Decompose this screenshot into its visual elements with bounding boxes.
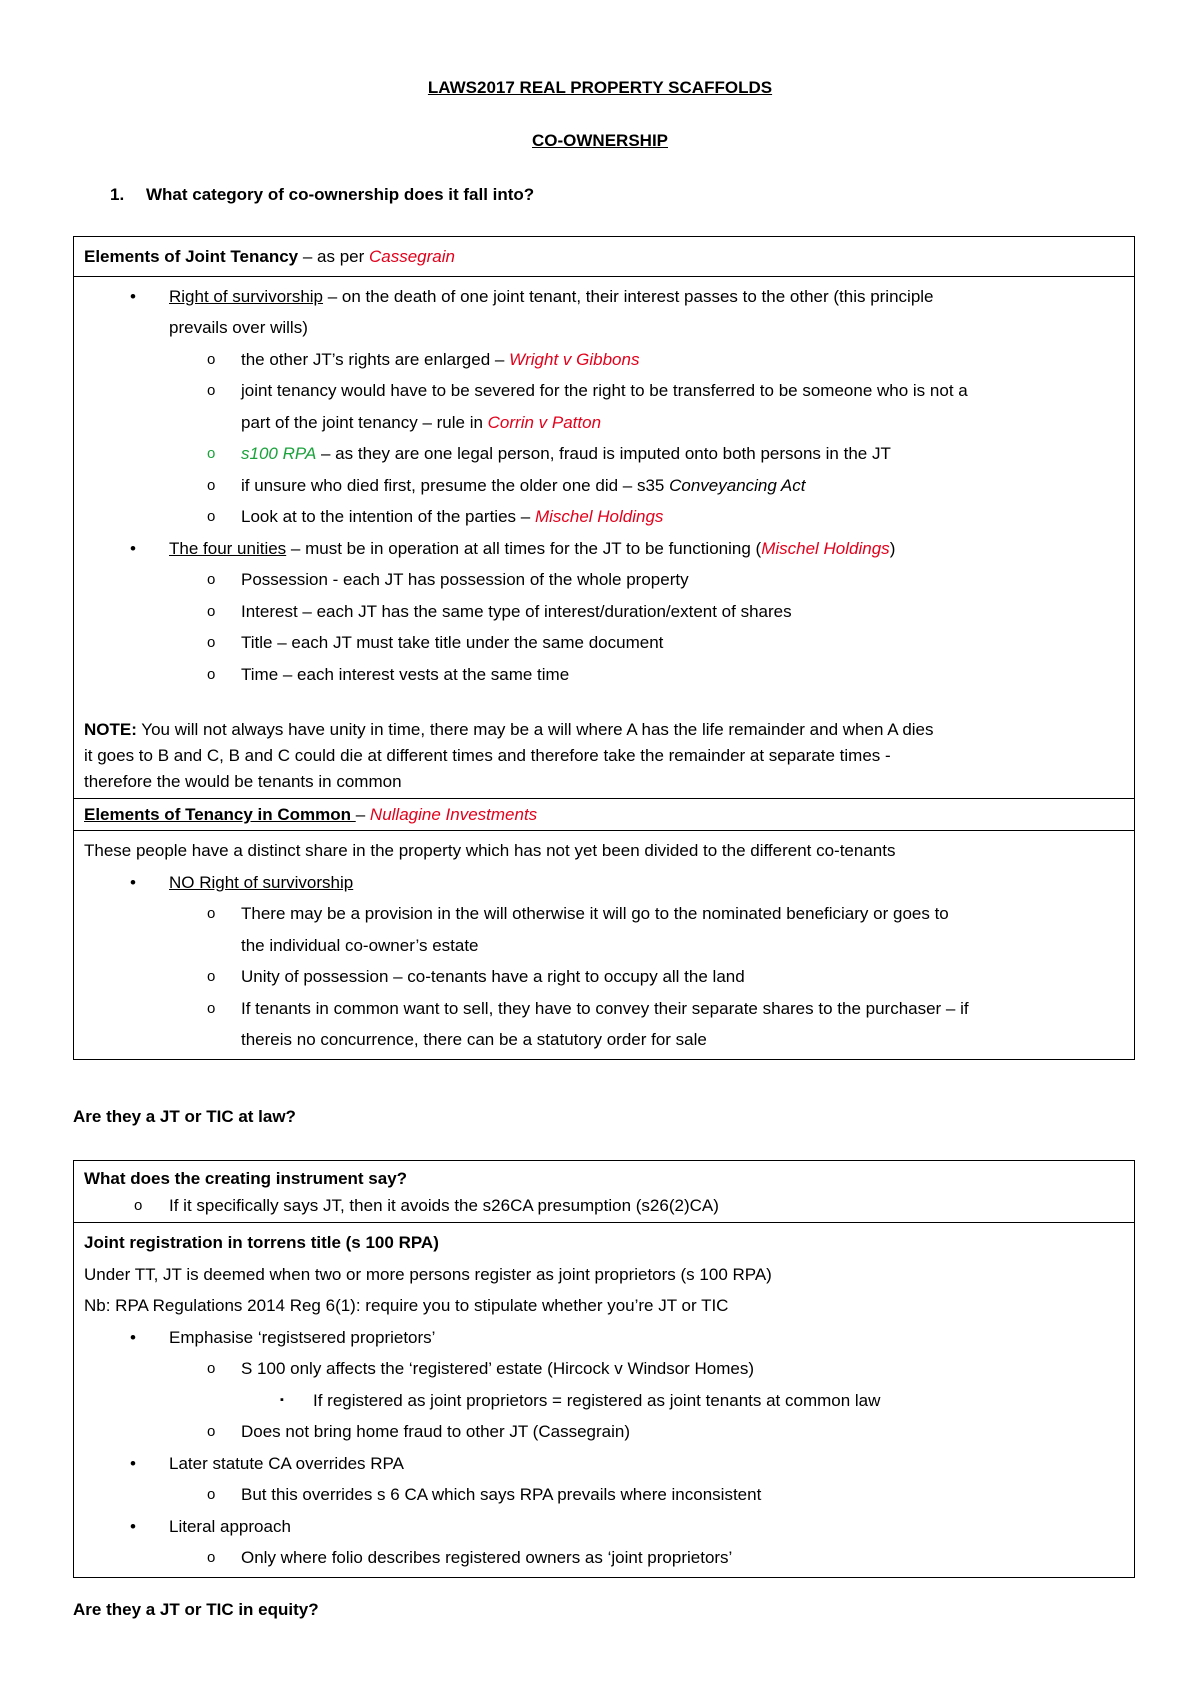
sub-bullet-icon: o bbox=[207, 1486, 216, 1503]
tic-heading-label: Elements of Tenancy in Common bbox=[84, 805, 356, 824]
co-ownership-table bbox=[73, 236, 1135, 1060]
sub-bullet-icon: o bbox=[207, 350, 216, 368]
item-text: Does not bring home fraud to other JT (Cassegrain) bbox=[241, 1422, 630, 1441]
list-item bbox=[84, 961, 1124, 993]
tic-heading-sep: – bbox=[355, 805, 370, 824]
item-text: If tenants in common want to sell, they have to convey their separate shares to the purchaser – if bbox=[241, 998, 969, 1018]
instrument-heading: What does the creating instrument say? bbox=[84, 1169, 408, 1188]
list-item-continuation: thereis no concurrence, there can be a statutory order for sale bbox=[241, 1030, 707, 1049]
list-item bbox=[84, 1385, 1124, 1417]
question-heading: What category of co-ownership does it fall into? bbox=[146, 185, 535, 204]
sub-bullet-icon: o bbox=[207, 999, 216, 1017]
list-item bbox=[84, 898, 1124, 930]
item-text: part of the joint tenancy – rule in bbox=[241, 412, 488, 432]
jt-heading-sep: – as per bbox=[298, 247, 369, 266]
list-item bbox=[84, 1542, 1124, 1574]
note-text: it goes to B and C, B and C could die at different times and therefore take the remainder at separate times - bbox=[84, 746, 891, 765]
tic-section bbox=[74, 799, 1134, 831]
bullet-icon: • bbox=[130, 1327, 136, 1347]
list-item bbox=[84, 1192, 1124, 1219]
list-item bbox=[84, 438, 1124, 470]
paragraph: Under TT, JT is deemed when two or more persons register as joint proprietors (s 100 RPA) bbox=[84, 1264, 772, 1284]
list-item bbox=[84, 867, 1124, 899]
sub-bullet-icon: o bbox=[207, 968, 216, 985]
jt-heading-label: Elements of Joint Tenancy bbox=[84, 247, 299, 266]
sub-bullet-icon: o bbox=[134, 1197, 143, 1214]
list-item bbox=[84, 596, 1124, 628]
item-text: Time – each interest vests at the same time bbox=[241, 664, 570, 684]
law-table bbox=[73, 1160, 1135, 1578]
list-item-continuation: the individual co-owner’s estate bbox=[241, 935, 479, 955]
item-text: Literal approach bbox=[169, 1516, 291, 1536]
bullet-icon: • bbox=[130, 538, 136, 558]
list-item bbox=[84, 1416, 1124, 1448]
list-item bbox=[84, 1448, 1124, 1480]
tic-body bbox=[74, 831, 1134, 1059]
case-name: Wright v Gibbons bbox=[509, 349, 640, 369]
statute-ref: s100 RPA bbox=[241, 444, 317, 463]
item-text: – as they are one legal person, fraud is imputed onto both persons in the JT bbox=[316, 444, 891, 463]
list-item bbox=[84, 1322, 1124, 1354]
sub-bullet-icon: o bbox=[207, 634, 216, 651]
sub-bullet-icon: o bbox=[207, 905, 216, 922]
law-heading: Are they a JT or TIC at law? bbox=[73, 1107, 296, 1126]
sub-bullet-icon: o bbox=[207, 508, 216, 525]
tic-heading bbox=[84, 803, 1124, 827]
bullet-icon: • bbox=[130, 286, 136, 306]
sub-bullet-icon: o bbox=[207, 476, 216, 494]
sub-bullet-icon: o bbox=[207, 1423, 216, 1440]
statute-name: Conveyancing Act bbox=[669, 475, 806, 495]
sub-bullet-icon: o bbox=[207, 445, 216, 462]
case-name: Mischel Holdings bbox=[761, 538, 890, 558]
item-term: NO Right of survivorship bbox=[169, 872, 354, 892]
list-item bbox=[84, 993, 1124, 1025]
section-title: CO-OWNERSHIP bbox=[532, 131, 668, 150]
item-text: But this overrides s 6 CA which says RPA prevails where inconsistent bbox=[241, 1485, 762, 1504]
list-item bbox=[84, 627, 1124, 659]
item-text: joint tenancy would have to be severed for the right to be transferred to be someone who is not a bbox=[241, 381, 968, 400]
sub-bullet-icon: o bbox=[207, 665, 216, 683]
case-name: Mischel Holdings bbox=[534, 507, 664, 526]
list-item bbox=[84, 470, 1124, 502]
item-text: ) bbox=[889, 538, 896, 558]
item-text: if unsure who died first, presume the older one did – s35 bbox=[241, 475, 670, 495]
item-text: Title – each JT must take title under the same document bbox=[241, 633, 664, 652]
list-item bbox=[84, 533, 1124, 565]
list-item bbox=[84, 1353, 1124, 1385]
item-text: – must be in operation at all times for the JT to be functioning ( bbox=[286, 538, 762, 558]
note-paragraph bbox=[84, 717, 1124, 743]
sub-bullet-icon: o bbox=[207, 1549, 216, 1566]
list-item bbox=[84, 564, 1124, 596]
list-item-continuation: prevails over wills) bbox=[169, 318, 308, 337]
sub-bullet-icon: o bbox=[207, 1360, 216, 1377]
sub-bullet-icon: o bbox=[207, 382, 216, 399]
item-text: If registered as joint proprietors = registered as joint tenants at common law bbox=[313, 1390, 881, 1410]
item-text: the other JT’s rights are enlarged – bbox=[241, 349, 510, 369]
question-number: 1. bbox=[110, 185, 125, 204]
item-text: Possession - each JT has possession of the whole property bbox=[241, 570, 689, 589]
bullet-icon: • bbox=[130, 872, 136, 892]
bullet-icon: • bbox=[130, 1453, 136, 1473]
jt-section bbox=[74, 237, 1134, 277]
note-text: You will not always have unity in time, there may be a will where A has the life remainder and when A dies bbox=[136, 720, 934, 739]
equity-heading: Are they a JT or TIC in equity? bbox=[73, 1600, 319, 1619]
note-text: therefore the would be tenants in common bbox=[84, 772, 402, 791]
list-item-continuation bbox=[84, 407, 1124, 439]
item-term: Right of survivorship bbox=[169, 286, 324, 306]
item-text: Emphasise ‘registsered proprietors’ bbox=[169, 1327, 436, 1347]
case-cassegrain: Cassegrain bbox=[369, 247, 455, 266]
document-title: LAWS2017 REAL PROPERTY SCAFFOLDS bbox=[427, 78, 773, 97]
item-text: Interest – each JT has the same type of interest/duration/extent of shares bbox=[241, 601, 792, 621]
item-text: Look at to the intention of the parties – bbox=[241, 507, 535, 526]
sub-bullet-icon: o bbox=[207, 571, 216, 588]
item-text: S 100 only affects the ‘registered’ estate (Hircock v Windsor Homes) bbox=[241, 1359, 755, 1378]
tic-intro: These people have a distinct share in the property which has not yet been divided to the different co-tenants bbox=[84, 841, 896, 860]
paragraph: Nb: RPA Regulations 2014 Reg 6(1): require you to stipulate whether you’re JT or TIC bbox=[84, 1296, 729, 1315]
case-nullagine: Nullagine Investments bbox=[369, 805, 538, 824]
item-text: If it specifically says JT, then it avoids the s26CA presumption (s26(2)CA) bbox=[169, 1196, 719, 1215]
registration-heading: Joint registration in torrens title (s 100 RPA) bbox=[84, 1233, 439, 1252]
instrument-section bbox=[74, 1161, 1134, 1223]
list-item bbox=[84, 1511, 1124, 1543]
bullet-icon: • bbox=[130, 1516, 136, 1536]
jt-body bbox=[74, 277, 1134, 800]
list-item bbox=[84, 375, 1124, 407]
jt-heading bbox=[84, 241, 1124, 273]
list-item bbox=[84, 501, 1124, 533]
registration-section bbox=[74, 1223, 1134, 1577]
item-text: There may be a provision in the will otherwise it will go to the nominated beneficiary or goes to bbox=[241, 904, 949, 923]
item-text: Unity of possession – co-tenants have a right to occupy all the land bbox=[241, 967, 745, 986]
list-item bbox=[84, 344, 1124, 376]
case-name: Corrin v Patton bbox=[487, 412, 602, 432]
item-term: The four unities bbox=[169, 538, 287, 558]
item-text: – on the death of one joint tenant, their interest passes to the other (this principle bbox=[323, 286, 934, 306]
item-text: Only where folio describes registered owners as ‘joint proprietors’ bbox=[241, 1548, 733, 1567]
list-item bbox=[84, 1479, 1124, 1511]
list-item bbox=[84, 281, 1124, 313]
list-item bbox=[84, 659, 1124, 691]
square-bullet-icon: ▪ bbox=[280, 1393, 284, 1406]
note-label: NOTE: bbox=[84, 720, 137, 739]
item-text: Later statute CA overrides RPA bbox=[169, 1453, 404, 1473]
sub-bullet-icon: o bbox=[207, 602, 216, 620]
